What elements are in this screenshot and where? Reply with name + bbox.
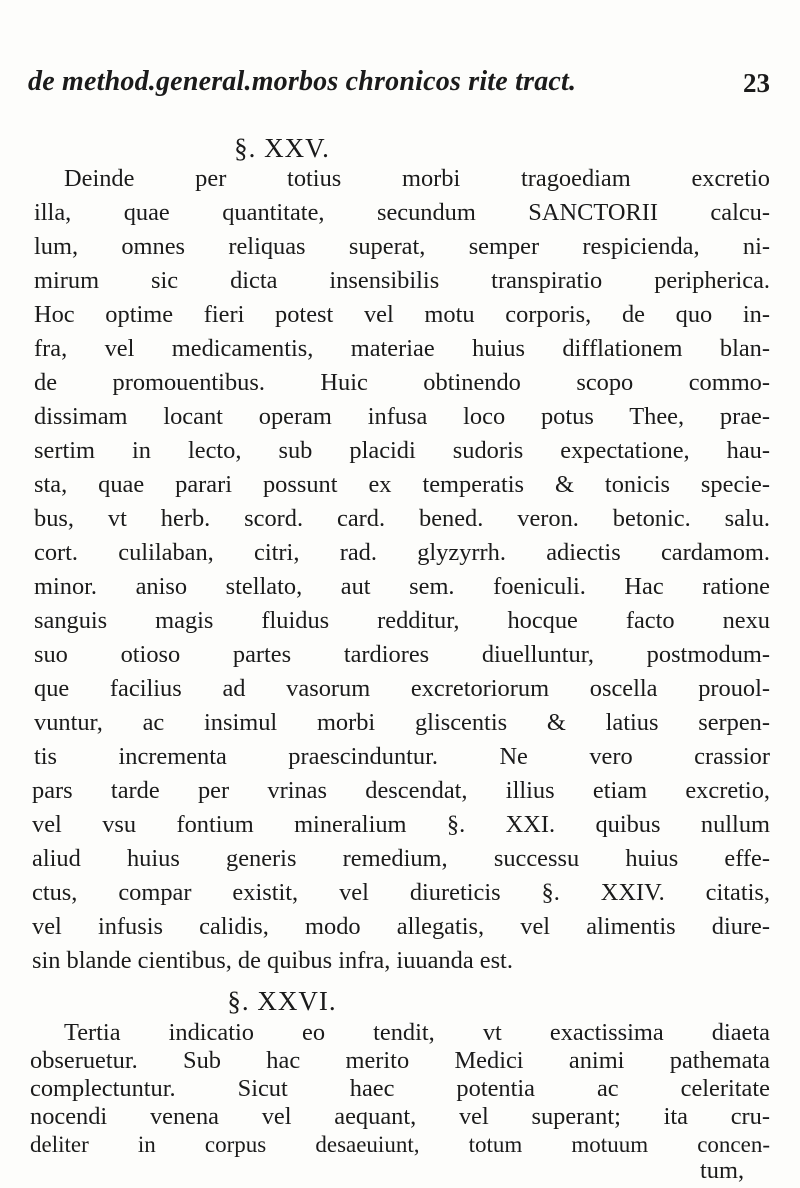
text-line: vel infusis calidis, modo allegatis, vel alimentis diure- — [32, 913, 770, 940]
text-line: pars tarde per vrinas descendat, illius etiam excretio, — [32, 777, 770, 804]
text-line: vuntur, ac insimul morbi gliscentis & latius serpen- — [34, 709, 770, 736]
text-line: sanguis magis fluidus redditur, hocque facto nexu — [34, 607, 770, 634]
text-line: mirum sic dicta insensibilis transpiratio peripherica. — [34, 267, 770, 294]
text-line: de promouentibus. Huic obtinendo scopo commo- — [34, 369, 770, 396]
text-line: dissimam locant operam infusa loco potus Thee, prae- — [34, 403, 770, 430]
text-line: sta, quae parari possunt ex temperatis & tonicis specie- — [34, 471, 770, 498]
running-head: de method.general.morbos chronicos rite tract. — [28, 66, 577, 97]
text-line: suo otioso partes tardiores diuelluntur, postmodum- — [34, 641, 770, 668]
text-line: aliud huius generis remedium, successu huius effe- — [32, 845, 770, 872]
page-number: 23 — [743, 68, 770, 98]
page-header — [28, 66, 772, 106]
text-line: Hoc optime fieri potest vel motu corporis, de quo in- — [34, 301, 770, 328]
text-line: Deinde per totius morbi tragoediam excretio — [64, 165, 770, 192]
text-line: deliter in corpus desaeuiunt, totum motuum concen- — [30, 1132, 770, 1157]
text-line: sin blande cientibus, de quibus infra, iuuanda est. — [32, 947, 513, 974]
text-line: obseruetur. Sub hac merito Medici animi pathemata — [30, 1047, 770, 1074]
text-line: que facilius ad vasorum excretoriorum oscella prouol- — [34, 675, 770, 702]
text-line: minor. aniso stellato, aut sem. foeniculi. Hac ratione — [34, 573, 770, 600]
text-line: ctus, compar existit, vel diureticis §. XXIV. citatis, — [32, 879, 770, 906]
text-line: lum, omnes reliquas superat, semper respicienda, ni- — [34, 233, 770, 260]
text-line: sertim in lecto, sub placidi sudoris expectatione, hau- — [34, 437, 770, 464]
section-heading-xxv: §. XXV. — [234, 133, 330, 163]
text-line: vel vsu fontium mineralium §. XXI. quibus nullum — [32, 811, 770, 838]
text-line: fra, vel medicamentis, materiae huius difflationem blan- — [34, 335, 770, 362]
text-line: complectuntur. Sicut haec potentia ac celeritate — [30, 1075, 770, 1102]
text-line: Tertia indicatio eo tendit, vt exactissima diaeta — [64, 1019, 770, 1046]
catchword: tum, — [700, 1157, 745, 1184]
text-line: bus, vt herb. scord. card. bened. veron. betonic. salu. — [34, 505, 770, 532]
text-line: nocendi venena vel aequant, vel superant; ita cru- — [30, 1103, 770, 1130]
text-line: illa, quae quantitate, secundum SANCTORII calcu- — [34, 199, 770, 226]
text-line: tis incrementa praescinduntur. Ne vero crassior — [34, 743, 770, 770]
section-heading-xxvi: §. XXVI. — [227, 986, 337, 1016]
text-line: cort. culilaban, citri, rad. glyzyrrh. adiectis cardamom. — [34, 539, 770, 566]
